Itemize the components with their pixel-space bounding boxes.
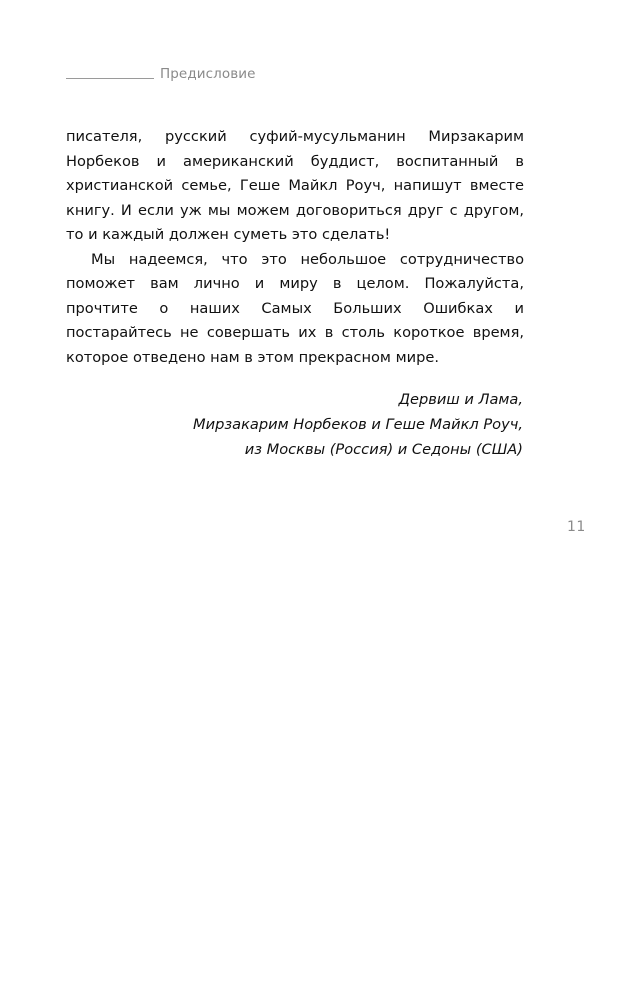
body-text xyxy=(66,125,524,370)
signature-line-2: Мирзакарим Норбеков и Геше Майкл Роуч, xyxy=(193,416,523,433)
paragraph-1: писателя, русский суфий-мусульманин Мирзакарим Норбеков и американский буддист, воспитанный в христианской семье, Геше Майкл Роуч, напишут вместе книгу. И если уж мы можем договориться друг с другом, то и каждый должен суметь это сделать! xyxy=(66,128,524,243)
signature-line-3: из Москвы (Россия) и Седоны (США) xyxy=(244,441,523,458)
signature-line-1: Дервиш и Лама, xyxy=(398,391,523,408)
section-title: Предисловие xyxy=(160,66,256,82)
running-header xyxy=(66,66,366,86)
page-number: 11 xyxy=(567,519,586,535)
paragraph-2: Мы надеемся, что это небольшое сотрудничество поможет вам лично и миру в целом. Пожалуйста, прочтите о наших Самых Больших Ошибках и постарайтесь не совершать их в столь короткое время, которое отведено нам в этом прекрасном мире. xyxy=(66,250,524,366)
header-rule xyxy=(66,78,154,79)
signature-block xyxy=(193,387,523,462)
